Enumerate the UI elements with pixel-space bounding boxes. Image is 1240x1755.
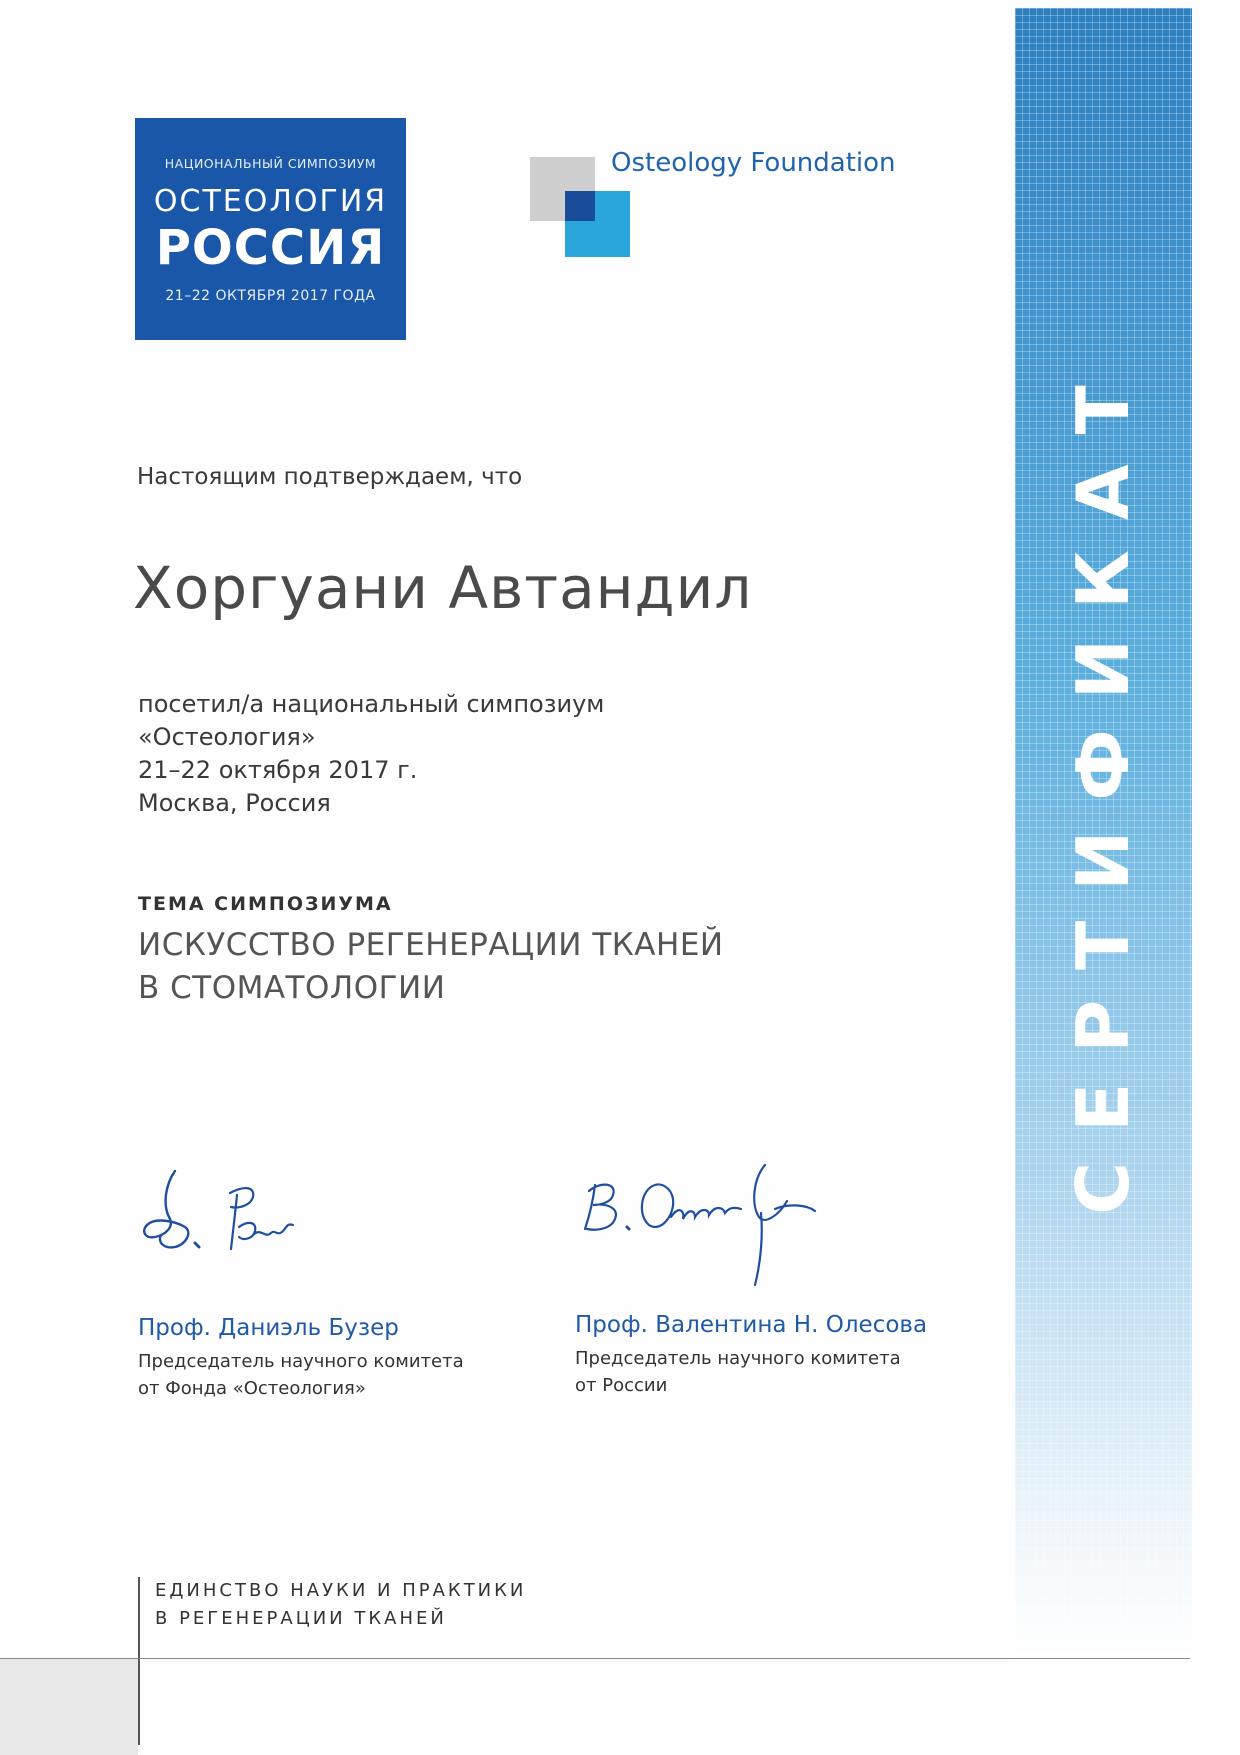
- foundation-name: Osteology Foundation: [611, 148, 896, 178]
- logo-date: 21–22 ОКТЯБРЯ 2017 ГОДА: [165, 288, 376, 304]
- topic-label: ТЕМА СИМПОЗИУМА: [138, 893, 393, 915]
- role-line: от Фонда «Остеология»: [138, 1378, 366, 1399]
- attendance-line: 21–22 октября 2017 г.: [138, 756, 418, 784]
- topic-line: ИСКУССТВО РЕГЕНЕРАЦИИ ТКАНЕЙ: [138, 927, 724, 963]
- topic-title: [138, 924, 724, 1010]
- symposium-logo: [135, 118, 406, 340]
- logo-title-top: ОСТЕОЛОГИЯ: [153, 184, 388, 219]
- recipient-name: Хоргуани Автандил: [133, 554, 753, 622]
- signatory-role: [138, 1348, 464, 1402]
- logo-subtitle: НАЦИОНАЛЬНЫЙ СИМПОЗИУМ: [164, 156, 377, 171]
- signature-olesova: [575, 1155, 835, 1295]
- attendance-line: посетил/а национальный симпозиум: [138, 690, 605, 718]
- role-line: Председатель научного комитета: [138, 1351, 464, 1372]
- footer-divider: [138, 1577, 140, 1745]
- footer-line-text: ЕДИНСТВО НАУКИ И ПРАКТИКИ: [155, 1580, 527, 1601]
- intro-text: Настоящим подтверждаем, что: [137, 464, 523, 490]
- footer-corner: [0, 1659, 138, 1755]
- signatory-name: Проф. Даниэль Бузер: [138, 1315, 399, 1341]
- footer-line: [0, 1658, 1190, 1659]
- band-title: СЕРТИФИКАТ: [1061, 355, 1145, 1215]
- footer-slogan: [155, 1577, 526, 1633]
- topic-line: В СТОМАТОЛОГИИ: [138, 970, 446, 1006]
- attendance-line: Москва, Россия: [138, 789, 331, 817]
- logo-title-main: РОССИЯ: [155, 220, 386, 276]
- footer-line-text: В РЕГЕНЕРАЦИИ ТКАНЕЙ: [155, 1608, 447, 1629]
- role-line: от России: [575, 1375, 668, 1396]
- signature-buser: [135, 1165, 335, 1265]
- attendance-details: [138, 688, 604, 820]
- role-line: Председатель научного комитета: [575, 1348, 901, 1369]
- signatory-name: Проф. Валентина Н. Олесова: [575, 1312, 928, 1338]
- signatory-role: [575, 1345, 901, 1399]
- attendance-line: «Остеология»: [138, 723, 316, 751]
